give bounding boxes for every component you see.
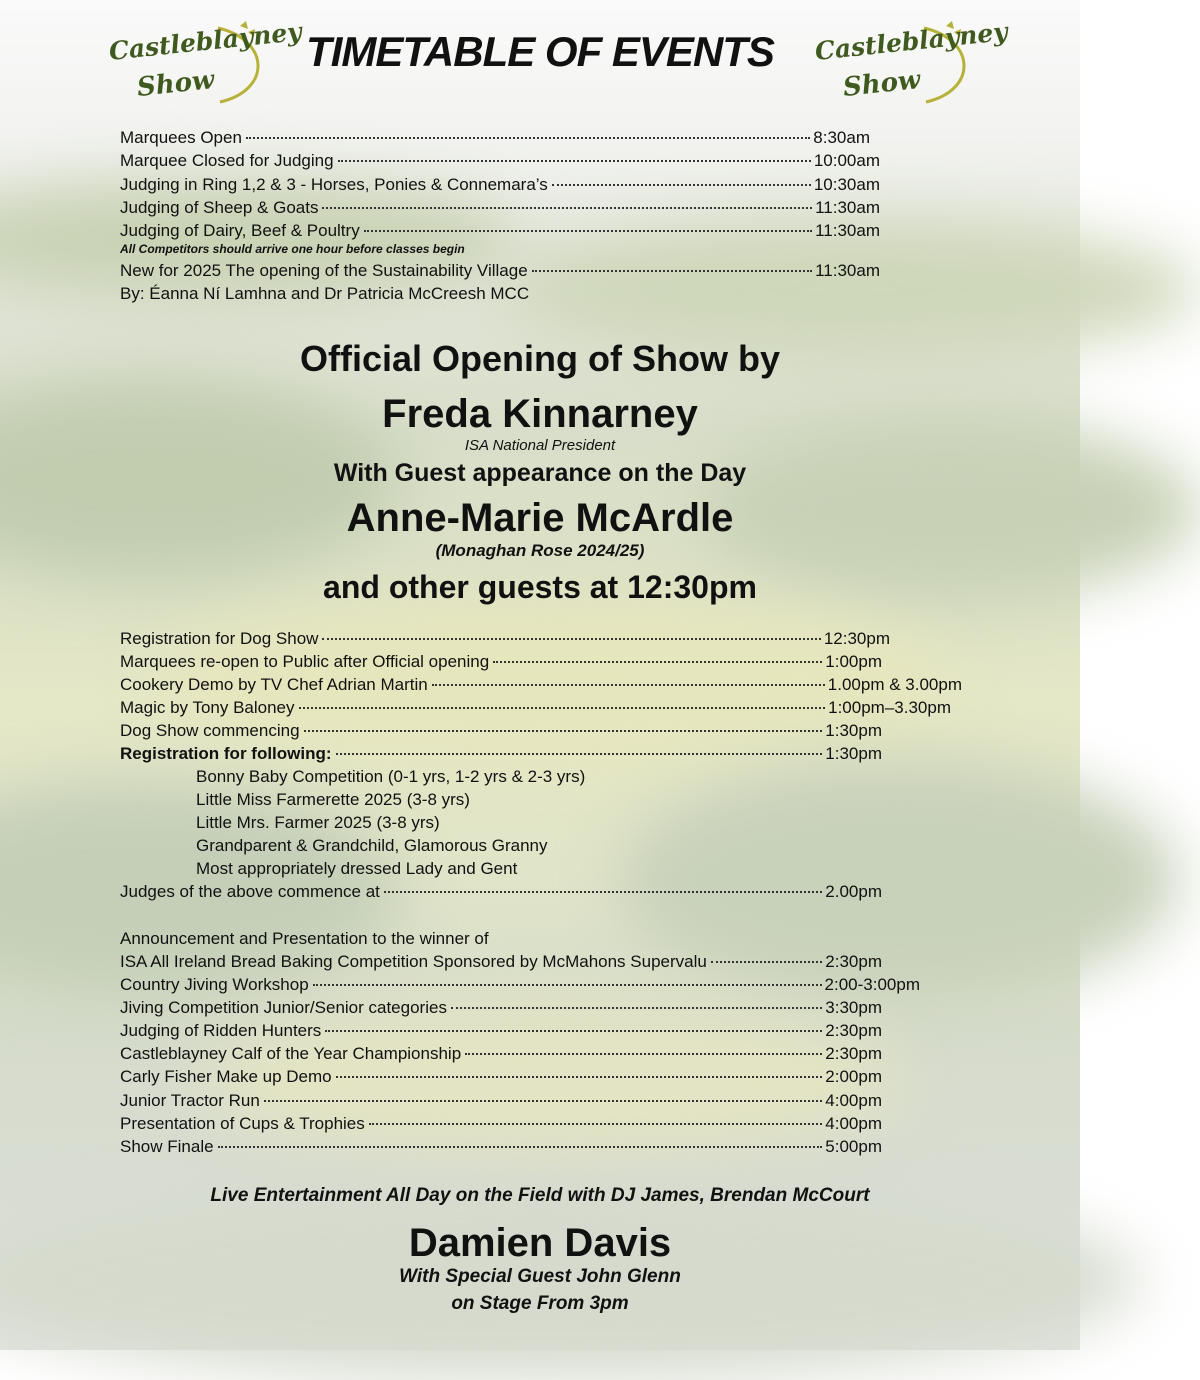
- leader-dots: [465, 1053, 822, 1055]
- event-time: 3:30pm: [825, 998, 882, 1017]
- schedule-row: [120, 1044, 882, 1067]
- schedule-row: [120, 744, 882, 767]
- event-label: Magic by Tony Baloney: [120, 698, 295, 717]
- event-time: 10:30am: [813, 175, 880, 194]
- registration-item: Little Miss Farmerette 2025 (3-8 yrs): [196, 790, 470, 809]
- event-time: 11:30am: [815, 221, 880, 240]
- schedule-row: [120, 675, 962, 698]
- leader-dots: [322, 638, 820, 640]
- svg-text:Show: Show: [841, 65, 922, 103]
- event-time: 1:30pm: [825, 744, 882, 763]
- event-label: Marquees Open: [120, 128, 242, 147]
- event-time: 11:30am: [815, 261, 880, 280]
- event-label: Registration for following:: [120, 744, 332, 763]
- event-label: Cookery Demo by TV Chef Adrian Martin: [120, 675, 428, 694]
- opening-heading: Official Opening of Show by: [299, 338, 780, 379]
- schedule-row: [120, 1067, 882, 1090]
- event-time: 2:00pm: [825, 1067, 882, 1086]
- event-time: 4:00pm: [825, 1091, 882, 1110]
- schedule-row: [120, 221, 880, 244]
- special-guest-line: With Special Guest John Glenn: [399, 1266, 681, 1287]
- guest-appearance-role: (Monaghan Rose 2024/25): [435, 541, 645, 560]
- event-time: 10:00am: [813, 151, 880, 170]
- svg-text:Show: Show: [135, 65, 216, 103]
- village-hosts: By: Éanna Ní Lamhna and Dr Patricia McCreesh MCC: [120, 284, 530, 303]
- event-time: 11:30am: [815, 198, 880, 217]
- event-label: Judging of Dairy, Beef & Poultry: [120, 221, 360, 240]
- event-time: 2:30pm: [825, 1044, 882, 1063]
- event-label: Country Jiving Workshop: [120, 975, 309, 994]
- schedule-row: [120, 975, 920, 998]
- leader-dots: [493, 661, 822, 663]
- competitor-note: All Competitors should arrive one hour before classes begin: [120, 242, 465, 256]
- event-time: 12:30pm: [823, 629, 890, 648]
- event-label: Presentation of Cups & Trophies: [120, 1114, 365, 1133]
- opening-guest-name: Freda Kinnarney: [382, 392, 698, 436]
- schedule-row: [120, 1021, 882, 1044]
- leader-dots: [336, 1076, 823, 1078]
- schedule-row: [120, 652, 882, 675]
- leader-dots: [299, 707, 826, 709]
- opening-time-line: and other guests at 12:30pm: [323, 569, 757, 605]
- event-label: Marquee Closed for Judging: [120, 151, 334, 170]
- leader-dots: [532, 270, 812, 272]
- registration-item: Little Mrs. Farmer 2025 (3-8 yrs): [196, 813, 440, 832]
- event-time: 5:00pm: [825, 1137, 882, 1156]
- schedule-row: [120, 261, 880, 284]
- event-time: 4:00pm: [825, 1114, 882, 1133]
- schedule-row: [120, 629, 890, 652]
- event-label: Judging of Sheep & Goats: [120, 198, 319, 217]
- leader-dots: [264, 1100, 822, 1102]
- registration-item: Most appropriately dressed Lady and Gent: [196, 859, 518, 878]
- leader-dots: [338, 160, 811, 162]
- event-label: Castleblayney Calf of the Year Championship: [120, 1044, 462, 1063]
- event-label: Judges of the above commence at: [120, 882, 380, 901]
- leader-dots: [246, 137, 810, 139]
- leader-dots: [432, 684, 825, 686]
- leader-dots: [364, 230, 812, 232]
- event-time: 1.00pm & 3.00pm: [827, 675, 962, 694]
- event-label: Show Finale: [120, 1137, 214, 1156]
- event-label: Judging of Ridden Hunters: [120, 1021, 322, 1040]
- schedule-row: [120, 952, 882, 975]
- headliner-name: Damien Davis: [408, 1221, 672, 1265]
- schedule-row: [120, 1114, 882, 1137]
- leader-dots: [384, 891, 822, 893]
- leader-dots: [313, 984, 822, 986]
- schedule-row: [120, 128, 870, 151]
- registration-item: Bonny Baby Competition (0-1 yrs, 1-2 yrs & 2-3 yrs): [196, 767, 586, 786]
- event-label: Marquees re-open to Public after Official opening: [120, 652, 490, 671]
- schedule-row: [120, 1091, 882, 1114]
- page-title: TIMETABLE OF EVENTS: [306, 28, 774, 75]
- leader-dots: [336, 753, 823, 755]
- guest-appearance-heading: With Guest appearance on the Day: [333, 459, 747, 487]
- event-time: 1:00pm–3.30pm: [828, 698, 951, 717]
- leader-dots: [369, 1123, 823, 1125]
- event-label: ISA All Ireland Bread Baking Competition Sponsored by McMahons Supervalu: [120, 952, 707, 971]
- announcement-line: Announcement and Presentation to the winner of: [120, 929, 489, 948]
- schedule-row: [120, 721, 882, 744]
- leader-dots: [322, 207, 812, 209]
- leader-dots: [304, 730, 823, 732]
- event-time: 2:30pm: [825, 952, 882, 971]
- event-label: Jiving Competition Junior/Senior categories: [120, 998, 447, 1017]
- svg-text:Castleblayney: Castleblayney: [107, 16, 304, 66]
- registration-item: Grandparent & Grandchild, Glamorous Granny: [196, 836, 548, 855]
- event-label: Registration for Dog Show: [120, 629, 319, 648]
- leader-dots: [711, 961, 822, 963]
- schedule-row: [120, 198, 880, 221]
- event-label: New for 2025 The opening of the Sustainability Village: [120, 261, 528, 280]
- live-entertainment-line: Live Entertainment All Day on the Field with DJ James, Brendan McCourt: [210, 1185, 870, 1206]
- schedule-row: [120, 882, 882, 905]
- leader-dots: [325, 1030, 822, 1032]
- event-time: 8:30am: [813, 128, 870, 147]
- event-time: 2:30pm: [825, 1021, 882, 1040]
- stage-time-line: on Stage From 3pm: [451, 1293, 629, 1314]
- schedule-row: [120, 1137, 882, 1160]
- event-time: 1:00pm: [825, 652, 882, 671]
- leader-dots: [552, 184, 811, 186]
- event-label: Judging in Ring 1,2 & 3 - Horses, Ponies & Connemara’s: [120, 175, 548, 194]
- schedule-row: [120, 175, 880, 198]
- svg-text:Castleblayney: Castleblayney: [813, 16, 1010, 66]
- event-label: Junior Tractor Run: [120, 1091, 260, 1110]
- schedule-row: [120, 151, 880, 174]
- leader-dots: [451, 1007, 822, 1009]
- event-label: Dog Show commencing: [120, 721, 300, 740]
- event-time: 1:30pm: [825, 721, 882, 740]
- guest-appearance-name: Anne-Marie McArdle: [346, 496, 734, 540]
- event-time: 2.00pm: [825, 882, 882, 901]
- event-time: 2:00-3:00pm: [824, 975, 920, 994]
- schedule-row: [120, 698, 951, 721]
- event-label: Carly Fisher Make up Demo: [120, 1067, 332, 1086]
- opening-guest-role: ISA National President: [464, 437, 616, 454]
- schedule-row: [120, 998, 882, 1021]
- leader-dots: [218, 1146, 823, 1148]
